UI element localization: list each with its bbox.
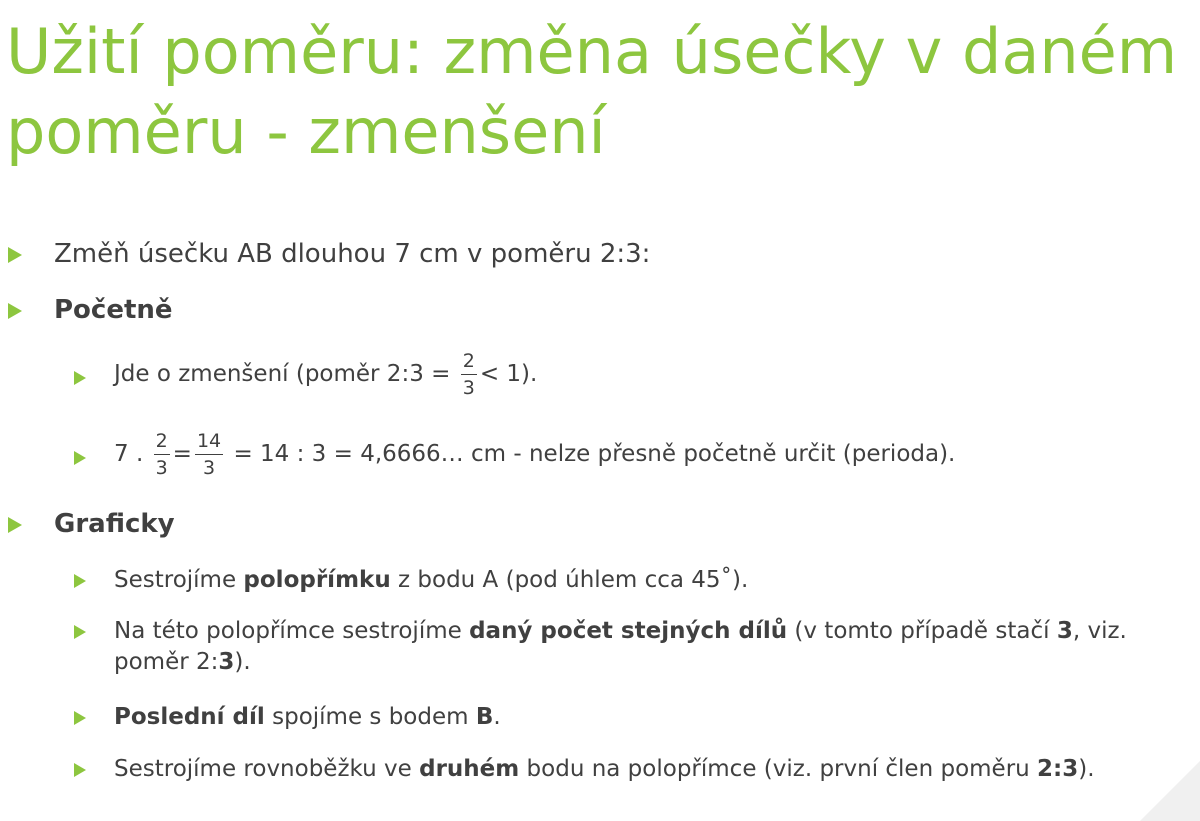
bullet-graphical (8, 507, 175, 541)
triangle-bullet-icon (8, 303, 22, 319)
fraction: $\frac{14}{3}$ (196, 430, 222, 479)
triangle-bullet-icon (74, 451, 86, 465)
sub-bullet-calculation (74, 431, 955, 478)
ray-text: Sestrojíme polopřímku z bodu A (pod úhlem cca 45˚). (114, 567, 749, 593)
triangle-bullet-icon (74, 625, 86, 639)
triangle-bullet-icon (74, 371, 86, 385)
bullet-numerical (8, 293, 173, 327)
slide-title: Užití poměru: změna úsečky v daném poměru - zmenšení (6, 15, 1178, 168)
connect-text: Poslední díl spojíme s bodem B. (114, 704, 501, 730)
sub-bullet-connect (74, 702, 501, 733)
sub-bullet-parts (74, 616, 1200, 678)
parts-text: Na této polopřímce sestrojíme daný počet stejných dílů (v tomto případě stačí 3, viz. poměr 2:3). (114, 618, 1127, 675)
reduction-text: Jde o zmenšení (poměr 2:3 = $\frac{2}{3}$ < 1). (114, 350, 538, 399)
page-corner-decoration (1140, 761, 1200, 821)
triangle-bullet-icon (8, 517, 22, 533)
task-text: Změň úsečku AB dlouhou 7 cm v poměru 2:3: (54, 239, 651, 269)
triangle-bullet-icon (74, 763, 86, 777)
fraction: $\frac{2}{3}$ (462, 350, 475, 399)
sub-bullet-ray (74, 565, 748, 596)
parallel-text: Sestrojíme rovnoběžku ve druhém bodu na polopřímce (viz. první člen poměru 2:3). (114, 756, 1095, 782)
fraction: $\frac{2}{3}$ (155, 430, 168, 479)
triangle-bullet-icon (74, 711, 86, 725)
triangle-bullet-icon (74, 574, 86, 588)
sub-bullet-reduction (74, 351, 537, 398)
triangle-bullet-icon (8, 247, 22, 263)
graphical-heading: Graficky (54, 509, 175, 539)
numerical-heading: Početně (54, 295, 173, 325)
sub-bullet-parallel (74, 754, 1095, 785)
calculation-text: 7 . $\frac{2}{3}$ = $\frac{14}{3}$ = 14 : 3 = 4,6666… cm - nelze přesně početně určit (perioda). (114, 430, 956, 479)
bullet-task (8, 237, 650, 271)
